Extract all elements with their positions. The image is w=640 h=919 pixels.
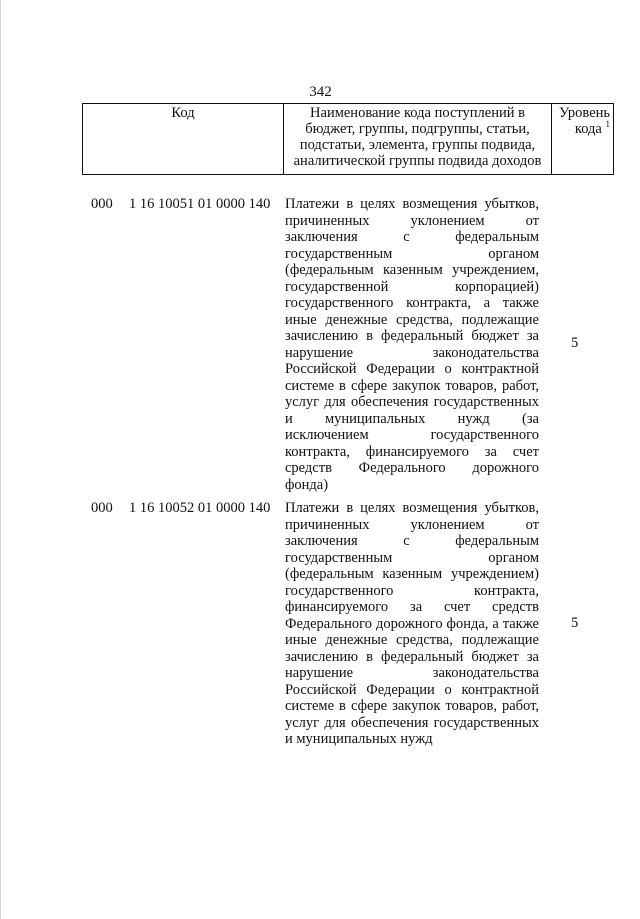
description-line: Платежи в целях возмещения убытков, <box>285 196 539 212</box>
header-name-line: подстатьи, элемента, группы подвида, <box>299 137 536 153</box>
description-line: иные денежные средства, подлежащие <box>285 632 539 648</box>
description-line: заключения с федеральным <box>285 229 539 245</box>
header-name-line: бюджет, группы, подгруппы, статьи, <box>305 121 530 137</box>
header-code-label: Код <box>171 105 195 121</box>
entry-level: 5 <box>571 335 579 351</box>
header-name-line: аналитической группы подвида доходов <box>293 153 542 169</box>
header-level-line <box>555 121 610 137</box>
description-line: государственной корпорацией) <box>285 278 539 295</box>
description-line: государственного контракта, <box>285 582 539 599</box>
description-line: средств Федерального дорожного <box>285 460 539 476</box>
description-line: государственным органом <box>285 549 539 566</box>
header-level-word: кода <box>574 121 602 137</box>
description-line: нарушение законодательства <box>285 344 539 361</box>
description-line: (федеральным казенным учреждением, <box>285 262 539 278</box>
header-table <box>82 103 614 175</box>
level-footnote-mark: 1 <box>605 119 610 129</box>
header-name-cell <box>284 104 552 175</box>
description-line: финансируемого за счет средств <box>285 599 539 615</box>
description-line: Российской Федерации о контрактной <box>285 681 539 698</box>
description-line: фонда) <box>285 476 329 493</box>
description-line: государственным органом <box>285 245 539 262</box>
header-level-cell <box>552 104 614 175</box>
description-line: исключением государственного <box>285 427 539 443</box>
entry-prefix: 000 <box>91 500 113 516</box>
description-line: системе в сфере закупок товаров, работ, <box>285 377 539 394</box>
entry-code: 1 16 10051 01 0000 140 <box>129 196 271 212</box>
description-line: услуг для обеспечения государственных <box>285 714 539 731</box>
description-line: услуг для обеспечения государственных <box>285 394 539 410</box>
description-line: системе в сфере закупок товаров, работ, <box>285 698 539 714</box>
page-number: 342 <box>309 84 332 100</box>
description-line: Российской Федерации о контрактной <box>285 361 539 377</box>
entry-code: 1 16 10052 01 0000 140 <box>129 500 271 516</box>
description-line: контракта, финансируемого за счет <box>285 443 539 460</box>
description-line: причиненных уклонением от <box>285 516 539 533</box>
header-level-line: Уровень <box>558 105 610 121</box>
description-line: причиненных уклонением от <box>285 212 539 229</box>
description-line: зачислению в федеральный бюджет за <box>285 328 539 344</box>
entry-description <box>285 196 539 493</box>
description-line: заключения с федеральным <box>285 533 539 549</box>
description-line: государственного контракта, а также <box>285 295 539 311</box>
description-line: и муниципальных нужд <box>285 731 433 747</box>
description-line: (федеральным казенным учреждением) <box>285 566 539 582</box>
description-line: иные денежные средства, подлежащие <box>285 311 539 328</box>
header-code-cell <box>83 104 284 175</box>
entry-prefix: 000 <box>91 196 113 212</box>
entry-description <box>285 500 539 748</box>
header-name-line: Наименование кода поступлений в <box>310 105 525 121</box>
description-line: Федерального дорожного фонда, а также <box>285 615 539 632</box>
description-line: Платежи в целях возмещения убытков, <box>285 500 539 516</box>
description-line: нарушение законодательства <box>285 665 539 681</box>
description-line: зачислению в федеральный бюджет за <box>285 648 539 665</box>
description-line: и муниципальных нужд (за <box>285 410 539 427</box>
header-row <box>83 104 614 175</box>
entry-level: 5 <box>571 615 579 631</box>
